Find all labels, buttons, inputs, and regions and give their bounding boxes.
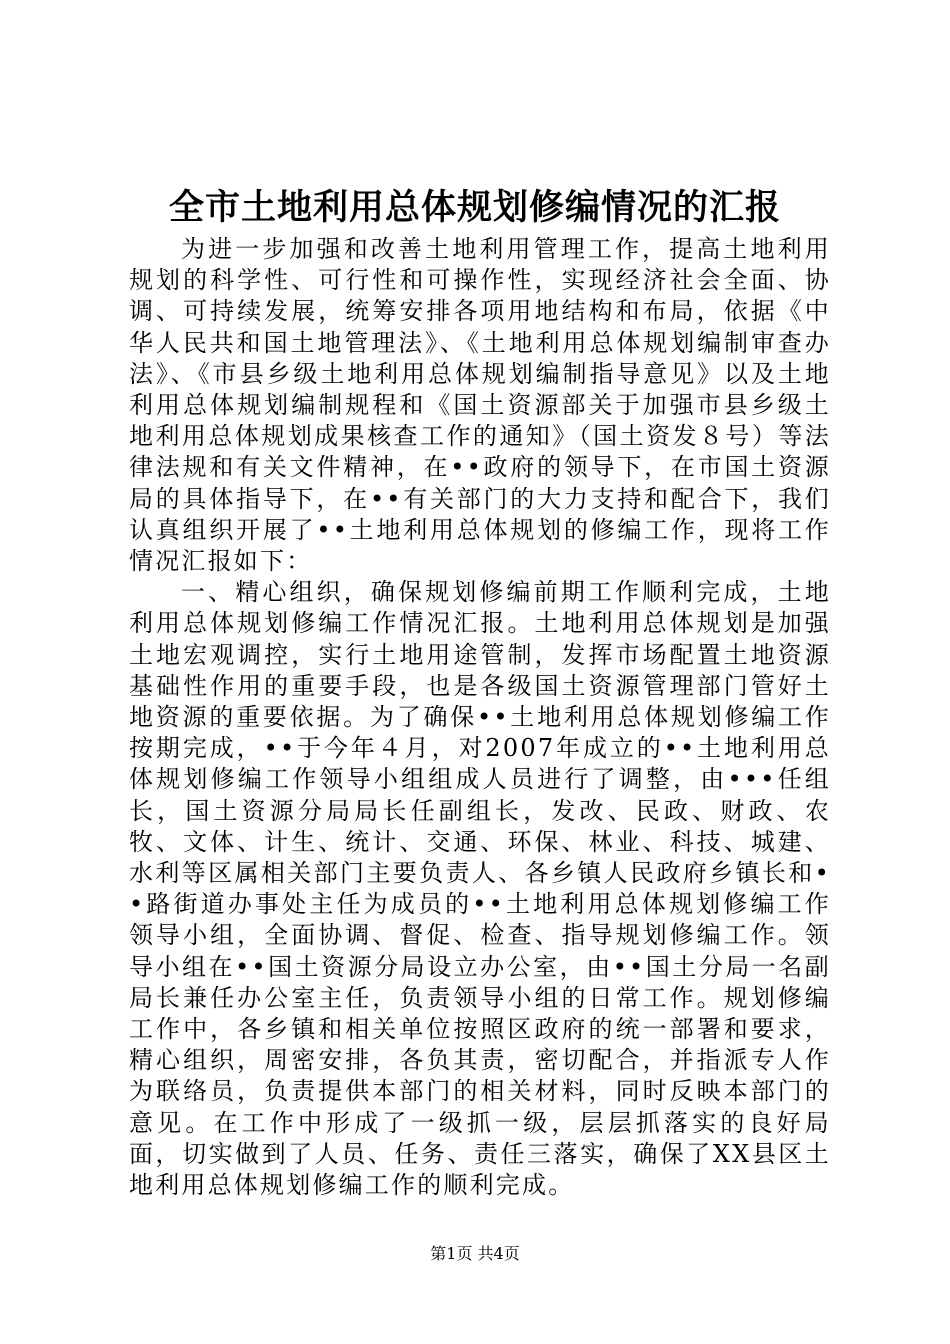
- paragraph-intro: 为进一步加强和改善土地利用管理工作，提高土地利用规划的科学性、可行性和可操作性，实现经济社会全面、协调、可持续发展，统筹安排各项用地结构和布局，依据《中华人民共和国土地管理法》、《土地利用总体规划编制审查办法》、《市县乡级土地利用总体规划编制指导意见》以及土地利用总体规划编制规程和《国土资源部关于加强市县乡级土地利用总体规划成果核查工作的通知》（国土资发８号）等法律法规和有关文件精神，在••政府的领导下，在市国土资源局的具体指导下，在••有关部门的大力支持和配合下，我们认真组织开展了••土地利用总体规划的修编工作，现将工作情况汇报如下：: [129, 235, 831, 576]
- document-title: 全市土地利用总体规划修编情况的汇报: [168, 187, 781, 228]
- document-body: [129, 234, 831, 1201]
- page-number-footer: 第1页 共4页: [430, 1244, 520, 1263]
- paragraph-section-one: 一、精心组织，确保规划修编前期工作顺利完成，土地利用总体规划修编工作情况汇报。土地利用总体规划是加强土地宏观调控，实行土地用途管制，发挥市场配置土地资源基础性作用的重要手段，也是各级国土资源管理部门管好土地资源的重要依据。为了确保••土地利用总体规划修编工作按期完成，••于今年４月，对2007年成立的••土地利用总体规划修编工作领导小组组成人员进行了调整，由•••任组长，国土资源分局局长任副组长，发改、民政、财政、农牧、文体、计生、统计、交通、环保、林业、科技、城建、水利等区属相关部门主要负责人、各乡镇人民政府乡镇长和••路街道办事处主任为成员的••土地利用总体规划修编工作领导小组，全面协调、督促、检查、指导规划修编工作。领导小组在••国土资源分局设立办公室，由••国土分局一名副局长兼任办公室主任，负责领导小组的日常工作。规划修编工作中，各乡镇和相关单位按照区政府的统一部署和要求，精心组织，周密安排，各负其责，密切配合，并指派专人作为联络员，负责提供本部门的相关材料，同时反映本部门的意见。在工作中形成了一级抓一级，层层抓落实的良好局面，切实做到了人员、任务、责任三落实，确保了XX县区土地利用总体规划修编工作的顺利完成。: [129, 578, 831, 1200]
